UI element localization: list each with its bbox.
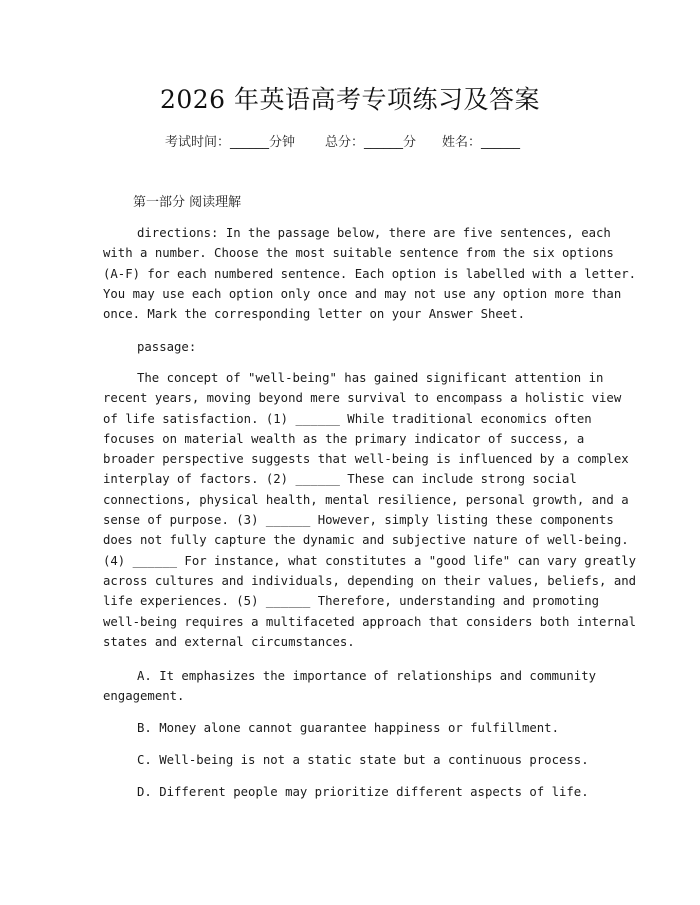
directions-line: You may use each option only once and may not use any option more than [103,286,622,301]
page-title: 2026 年英语高考专项练习及答案 [159,85,541,114]
option-a [103,666,601,707]
passage-label-block [103,337,601,357]
exam-meta-line [165,131,520,150]
passage-line: interplay of factors. (2) ______ These can include strong social [103,472,577,487]
option-d [103,782,601,802]
passage-line: (4) ______ For instance, what constitutes a "good life" can vary greatly [103,553,637,568]
passage-label: passage: [137,340,197,354]
exam-time-field: 考试时间：______分钟 [165,135,296,150]
option-d-line: D. Different people may prioritize different aspects of life. [137,785,589,799]
total-score-field: 总分：______分 [325,135,417,150]
option-c-line: C. Well-being is not a static state but a continuous process. [137,753,589,767]
directions-line: directions: In the passage below, there are five sentences, each [137,226,611,240]
directions-line: with a number. Choose the most suitable sentence from the six options [103,246,614,261]
passage-line: well-being requires a multifaceted approach that considers both internal [103,614,637,629]
option-b [103,718,601,738]
passage-line: states and external circumstances. [103,634,355,649]
passage-line: recent years, moving beyond mere survival to encompass a holistic view [103,391,622,406]
directions-paragraph [103,223,637,324]
passage-paragraph [103,368,637,652]
option-a-line: A. It emphasizes the importance of relationships and community [137,669,597,683]
passage-line: connections, physical health, mental resilience, personal growth, and a [103,492,629,507]
student-name-field: 姓名：______ [442,135,521,150]
passage-line: across cultures and individuals, depending on their values, beliefs, and [103,573,637,588]
passage-line: The concept of "well-being" has gained significant attention in [137,371,604,385]
passage-line: does not fully capture the dynamic and subjective nature of well-being. [103,533,629,548]
passage-line: of life satisfaction. (1) ______ While traditional economics often [103,411,592,426]
passage-line: sense of purpose. (3) ______ However, simply listing these components [103,513,614,528]
directions-line: once. Mark the corresponding letter on your Answer Sheet. [103,307,525,322]
option-a-line: engagement. [103,689,185,704]
option-b-line: B. Money alone cannot guarantee happiness or fulfillment. [137,721,559,735]
option-c [103,750,601,770]
passage-line: broader perspective suggests that well-being is influenced by a complex [103,452,629,467]
directions-line: (A-F) for each numbered sentence. Each option is labelled with a letter. [103,266,637,281]
section-heading: 第一部分 阅读理解 [133,195,242,210]
passage-line: focuses on material wealth as the primary indicator of success, a [103,431,585,446]
passage-line: life experiences. (5) ______ Therefore, understanding and promoting [103,594,600,609]
